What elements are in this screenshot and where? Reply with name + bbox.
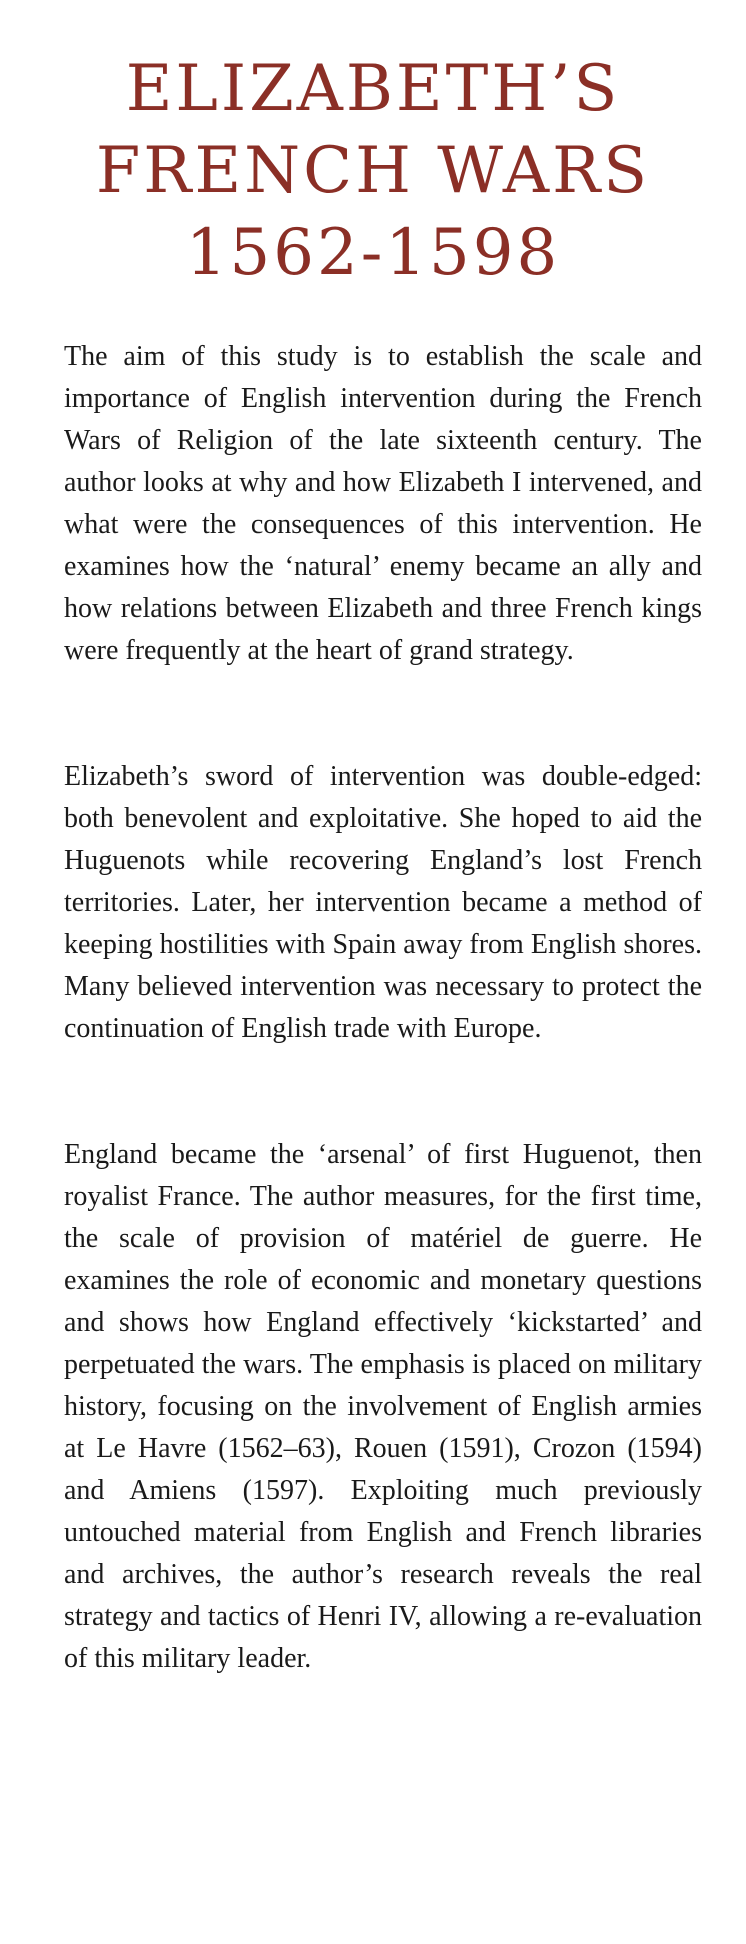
title-line-3-dates: 1562-1598 <box>185 216 561 290</box>
blurb-paragraph-2: Elizabeth’s sword of intervention was double-edged: both benevolent and exploitative. She hoped to aid the Huguenots while recovering England’s lost French territories. Later, her intervention became a method of keeping hostilities with Spain away from English shores. Many believed intervention was necessary to protect the continuation of English trade with Europe. <box>64 761 702 1044</box>
title-line-2: FRENCH WARS <box>95 134 651 208</box>
title-line-1: ELIZABETH’S <box>125 52 621 126</box>
blurb-paragraph-1: The aim of this study is to establish the scale and importance of English intervention during the French Wars of Religion of the late sixteenth century. The author looks at why and how Elizabeth I intervened, and what were the consequences of this intervention. He examines how the ‘natural’ enemy became an ally and how relations between Elizabeth and three French kings were frequently at the heart of grand strategy. <box>64 341 702 666</box>
blurb-paragraph-3: England became the ‘arsenal’ of first Huguenot, then royalist France. The author measures, for the first time, the scale of provision of matériel de guerre. He examines the role of economic and monetary questions and shows how England effectively ‘kickstarted’ and perpetuated the wars. The emphasis is placed on military history, focusing on the involvement of English armies at Le Havre (1562–63), Rouen (1591), Crozon (1594) and Amiens (1597). Exploiting much previously untouched material from English and French libraries and archives, the author’s research reveals the real strategy and tactics of Henri IV, allowing a re-evaluation of this military leader. <box>64 1139 702 1674</box>
book-title <box>0 48 746 294</box>
